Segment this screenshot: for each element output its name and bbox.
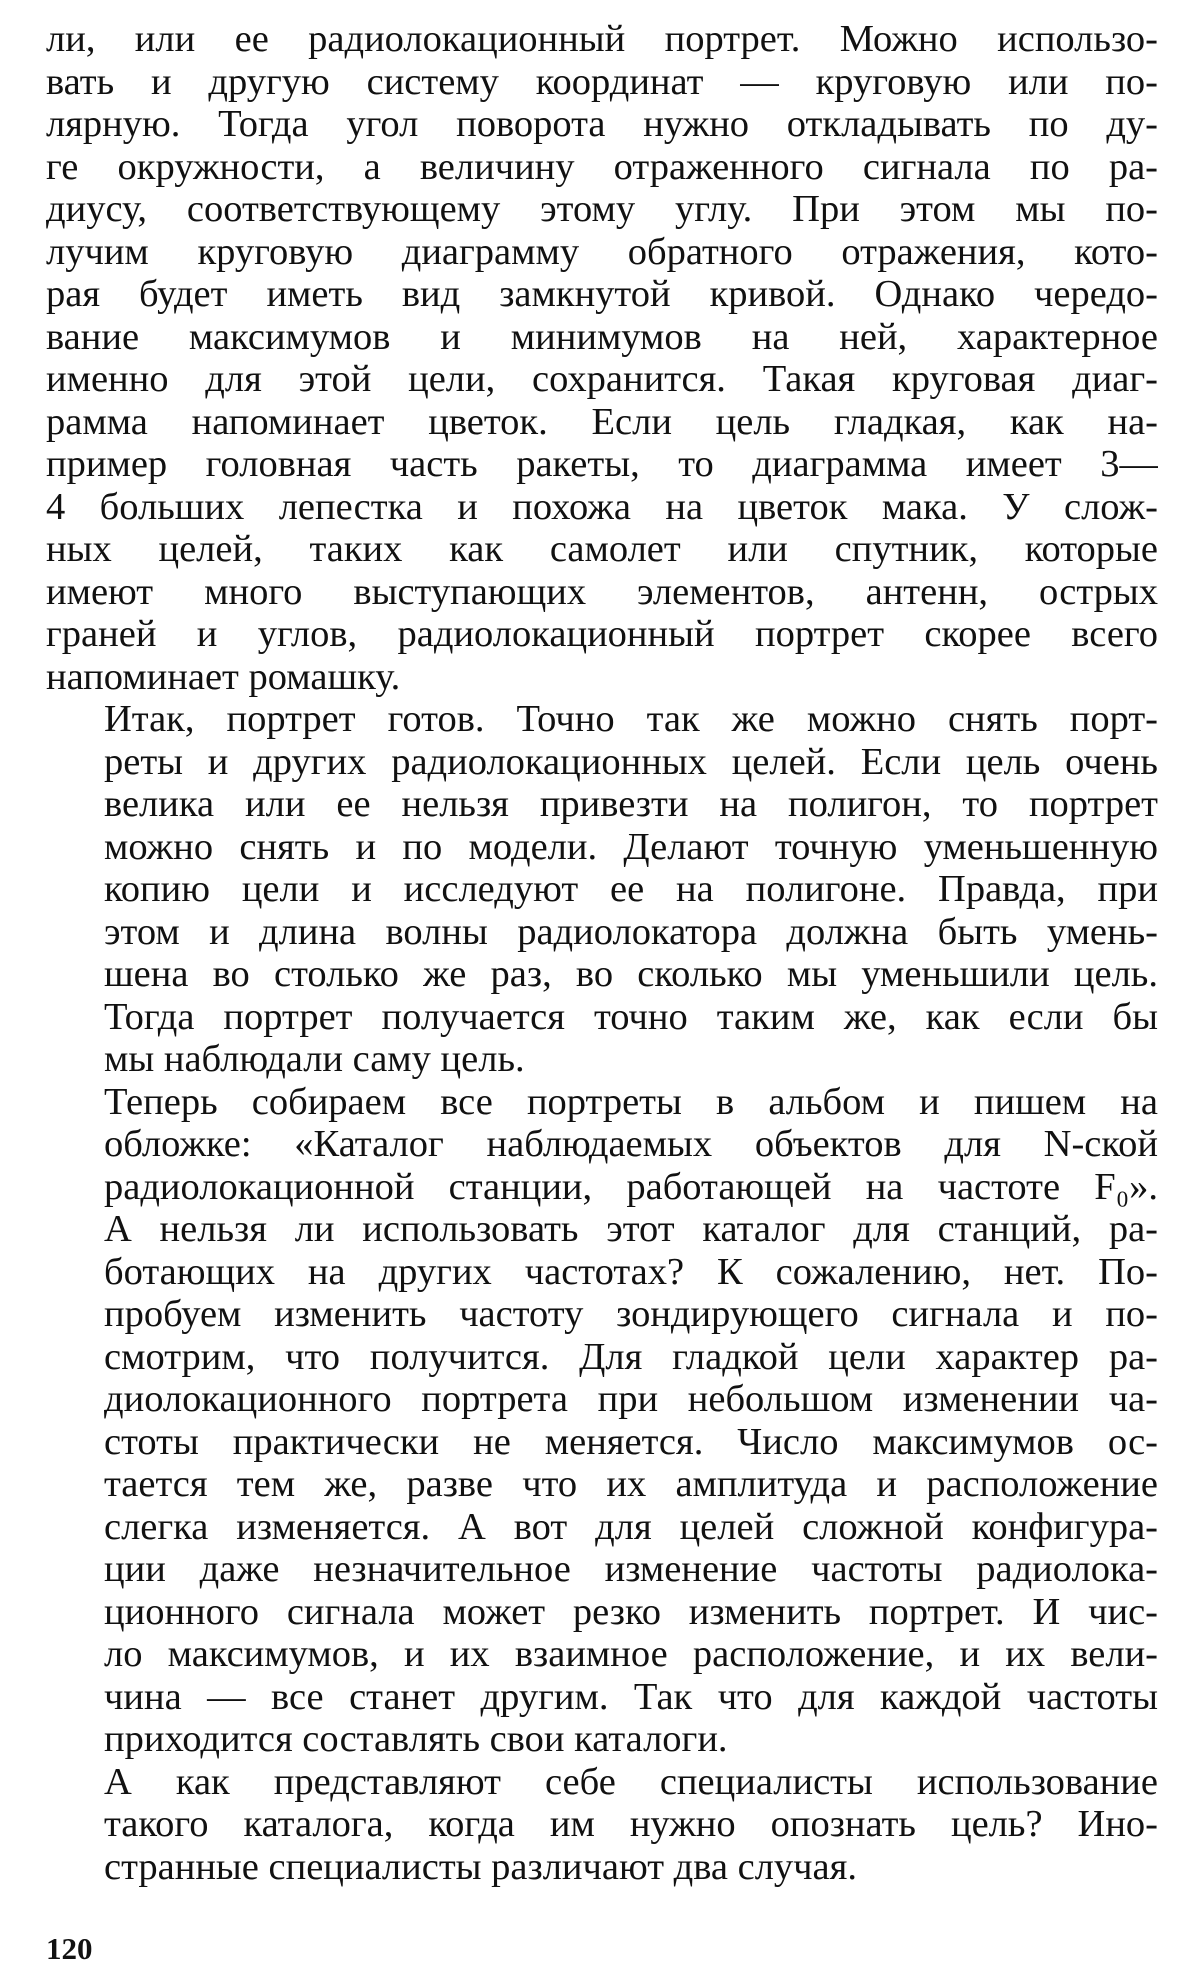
- text-line: можно снять и по модели. Делают точную уменьшенную: [104, 825, 1158, 868]
- text-line: смотрим, что получится. Для гладкой цели характер ра-: [104, 1335, 1158, 1378]
- text-line: напоминает ромашку.: [46, 655, 401, 698]
- text-line: радиолокационной станции, работающей на частоте F₀».: [104, 1165, 1158, 1208]
- text-line: рамма напоминает цветок. Если цель гладкая, как на-: [46, 400, 1158, 443]
- paragraph-4: [46, 1761, 1158, 1889]
- text-line: лярную. Тогда угол поворота нужно откладывать по ду-: [46, 103, 1158, 145]
- text-line: ге окружности, а величину отраженного сигнала по ра-: [46, 145, 1158, 188]
- text-line: пример головная часть ракеты, то диаграмма имеет 3—: [46, 443, 1158, 485]
- text-line: мы наблюдали саму цель.: [104, 1038, 525, 1080]
- text-line: ных целей, таких как самолет или спутник, которые: [46, 528, 1158, 570]
- text-line: Тогда портрет получается точно таким же, как если бы: [104, 995, 1158, 1038]
- text-line: имеют много выступающих элементов, антенн, острых: [46, 570, 1158, 613]
- text-line: реты и других радиолокационных целей. Если цель очень: [104, 740, 1158, 783]
- text-line: диолокационного портрета при небольшом изменении ча-: [104, 1378, 1158, 1420]
- text-line: Теперь собираем все портреты в альбом и пишем на: [104, 1080, 1158, 1123]
- text-line: пробуем изменить частоту зондирующего сигнала и по-: [104, 1293, 1158, 1335]
- text-line: ботающих на других частотах? К сожалению, нет. По-: [104, 1250, 1158, 1293]
- text-line: 4 больших лепестка и похожа на цветок мака. У слож-: [46, 485, 1158, 528]
- text-line: лучим круговую диаграмму обратного отражения, кото-: [46, 230, 1158, 273]
- text-line: тается тем же, разве что их амплитуда и расположение: [104, 1463, 1158, 1505]
- text-line: этом и длина волны радиолокатора должна быть умень-: [104, 910, 1158, 953]
- text-line: стоты практически не меняется. Число максимумов ос-: [104, 1420, 1158, 1463]
- text-line: ционного сигнала может резко изменить портрет. И чис-: [104, 1590, 1158, 1633]
- text-line: шена во столько же раз, во сколько мы уменьшили цель.: [104, 953, 1158, 995]
- text-line: А как представляют себе специалисты использование: [104, 1760, 1158, 1803]
- text-line: приходится составлять свои каталоги.: [104, 1718, 728, 1760]
- text-line: граней и углов, радиолокационный портрет скорее всего: [46, 613, 1158, 655]
- text-line: рая будет иметь вид замкнутой кривой. Однако чередо-: [46, 273, 1158, 315]
- paragraph-1: [46, 18, 1158, 698]
- text-line: А нельзя ли использовать этот каталог для станций, ра-: [104, 1208, 1158, 1250]
- text-line: странные специалисты различают два случая.: [104, 1845, 857, 1888]
- text-line: ло максимумов, и их взаимное расположение, и их вели-: [104, 1633, 1158, 1675]
- paragraph-2: [46, 698, 1158, 1081]
- page-number: 120: [46, 1931, 93, 1966]
- paragraph-3: [46, 1081, 1158, 1761]
- text-line: обложке: «Каталог наблюдаемых объектов для N-ской: [104, 1123, 1158, 1165]
- text-line: копию цели и исследуют ее на полигоне. Правда, при: [104, 868, 1158, 910]
- text-line: такого каталога, когда им нужно опознать цель? Ино-: [104, 1803, 1158, 1845]
- text-line: ли, или ее радиолокационный портрет. Можно использо-: [46, 18, 1158, 60]
- text-line: вать и другую систему координат — круговую или по-: [46, 60, 1158, 103]
- text-line: вание максимумов и минимумов на ней, характерное: [46, 315, 1158, 358]
- text-line: слегка изменяется. А вот для целей сложной конфигура-: [104, 1505, 1158, 1548]
- text-line: ции даже незначительное изменение частоты радиолока-: [104, 1548, 1158, 1590]
- text-line: именно для этой цели, сохранится. Такая круговая диаг-: [46, 358, 1158, 400]
- text-line: чина — все станет другим. Так что для каждой частоты: [104, 1675, 1158, 1718]
- text-line: велика или ее нельзя привезти на полигон, то портрет: [104, 783, 1158, 825]
- text-line: диусу, соответствующему этому углу. При этом мы по-: [46, 188, 1158, 230]
- text-line: Итак, портрет готов. Точно так же можно снять порт-: [104, 698, 1158, 740]
